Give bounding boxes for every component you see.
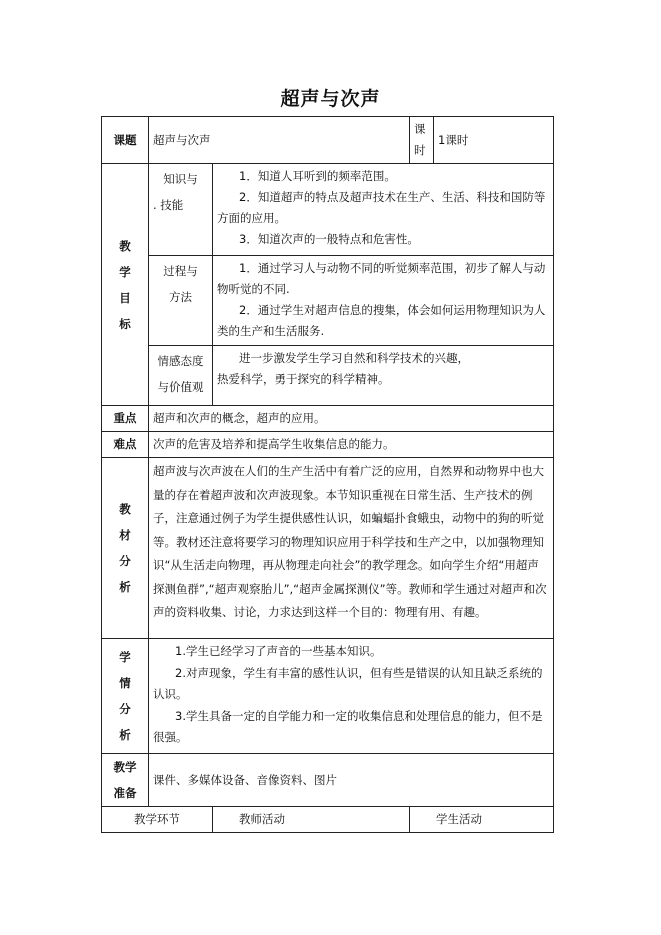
preparation-label: 教学 准备 (102, 754, 149, 807)
student-analysis-label: 学 情 分 析 (102, 639, 149, 754)
objective-knowledge-row (102, 164, 554, 256)
topic-value: 超声与次声 (149, 117, 410, 164)
attitude-values-content: 进一步激发学生学习自然和科学技术的兴趣， 热爱科学，勇于探究的科学精神。 (213, 346, 554, 406)
knowledge-skill-content: 1．知道人耳听到的频率范围。 2．知道超声的特点及超声技术在生产、生活、科技和国防等方面的应用。 3．知道次声的一般特点和危害性。 (213, 164, 554, 256)
hours-value: 1课时 (434, 117, 554, 164)
difficulties-row (102, 432, 554, 458)
difficulties-label: 难点 (102, 432, 149, 458)
objectives-label: 教 学 目 标 (102, 164, 149, 406)
student-analysis-content: 1.学生已经学习了声音的一些基本知识。 2.对声现象，学生有丰富的感性认识，但有些是错误的认知且缺乏系统的认识。 3.学生具备一定的自学能力和一定的收集信息和处理信息的能力，但不是很强。 (149, 639, 554, 754)
key-points-row (102, 406, 554, 432)
process-method-label: 过程与 方法 (149, 256, 213, 346)
page-title: 超声与次声 (280, 88, 381, 110)
material-analysis-content: 超声波与次声波在人们的生产生活中有着广泛的应用，自然界和动物界中也大量的存在着超声波和次声波现象。本节知识重视在日常生活、生产技术的例子，注意通过例子为学生提供感性认识，如蝙蝠扑食蛾虫，动物中的狗的听觉等。教材还注意将要学习的物理知识应用于科学技和生产之中，以加强物理知识“从生活走向物理，再从物理走向社会”的教学理念。如向学生介绍“用超声探测鱼群”,“超声观察胎儿”,“超声金属探测仪”等。教师和学生通过对超声和次声的资料收集、讨论，力求达到这样一个目的：物理有用、有趣。 (149, 458, 554, 639)
process-method-content: 1．通过学习人与动物不同的听觉频率范围，初步了解人与动物听觉的不同. 2．通过学生对超声信息的搜集，体会如何运用物理知识为人类的生产和生活服务. (213, 256, 554, 346)
knowledge-skill-label: 知识与 . 技能 (149, 164, 213, 256)
teacher-activity-header: 教师活动 (213, 807, 410, 833)
objective-process-row (102, 256, 554, 346)
difficulties-content: 次声的危害及培养和提高学生收集信息的能力。 (149, 432, 554, 458)
activity-header-row (102, 807, 554, 833)
topic-label: 课题 (102, 117, 149, 164)
key-points-content: 超声和次声的概念，超声的应用。 (149, 406, 554, 432)
material-analysis-row (102, 458, 554, 639)
hours-label: 课时 (410, 117, 434, 164)
attitude-values-label: 情感态度 与价值观 (149, 346, 213, 406)
lesson-plan-table (101, 116, 554, 833)
student-activity-header: 学生活动 (410, 807, 554, 833)
topic-row (102, 117, 554, 164)
objective-attitude-row (102, 346, 554, 406)
preparation-row (102, 754, 554, 807)
material-analysis-label: 教 材 分 析 (102, 458, 149, 639)
key-points-label: 重点 (102, 406, 149, 432)
teaching-stage-header: 教学环节 (102, 807, 213, 833)
preparation-content: 课件、多媒体设备、音像资料、图片 (149, 754, 554, 807)
student-analysis-row (102, 639, 554, 754)
